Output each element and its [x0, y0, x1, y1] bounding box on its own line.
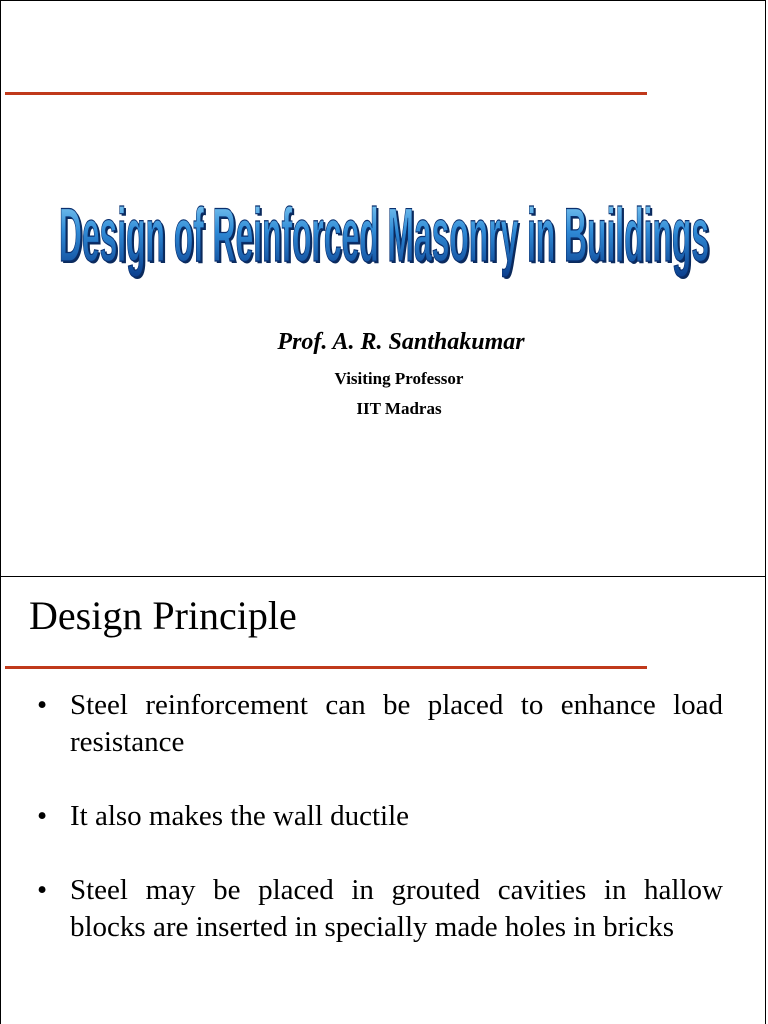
author-name: Prof. A. R. Santhakumar [277, 329, 525, 355]
title-wordart [54, 191, 714, 283]
bullet-text: Steel may be placed in grouted cavities in hallow blocks are inserted in specially made holes in bricks [70, 874, 723, 943]
content-slide [0, 576, 766, 1024]
title-text: Design of Reinforced Masonry in Buildings [59, 193, 709, 278]
top-rule [5, 92, 647, 95]
bullet-symbol: • [37, 689, 48, 721]
author-institution: IIT Madras [356, 399, 442, 418]
heading-rule [5, 666, 647, 669]
bullet-list [37, 687, 723, 983]
bullet-item [37, 687, 723, 761]
author-role: Visiting Professor [334, 369, 464, 388]
bullet-text: It also makes the wall ductile [70, 800, 410, 832]
bullet-item [37, 798, 723, 835]
title-shadow: Design of Reinforced Masonry in Buildings [61, 195, 711, 280]
slide-title [1, 191, 767, 283]
bullet-item [37, 872, 723, 946]
slide-heading: Design Principle [29, 593, 297, 638]
bullet-symbol: • [37, 800, 48, 832]
bullet-symbol: • [37, 874, 48, 906]
bullet-text: Steel reinforcement can be placed to enhance load resistance [70, 689, 723, 758]
